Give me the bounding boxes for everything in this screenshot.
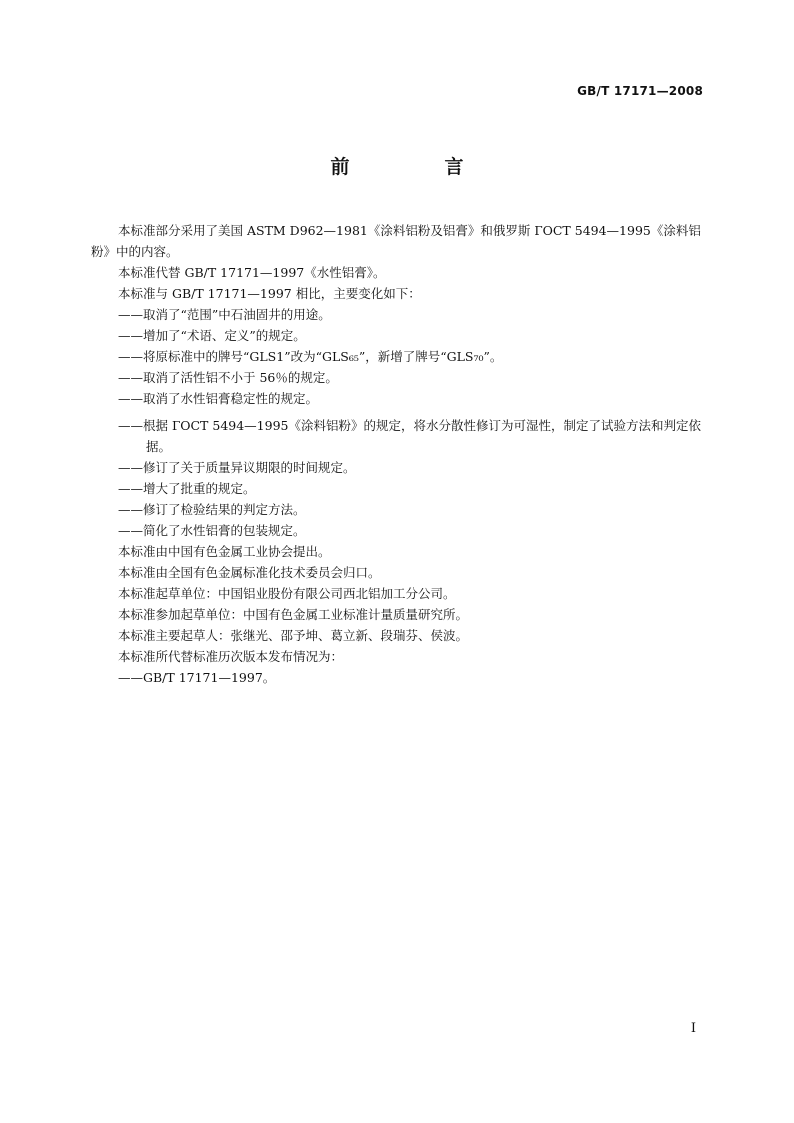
paragraph: 本标准主要起草人：张继光、邵予坤、葛立新、段瑞芬、侯波。 <box>118 628 469 643</box>
paragraph: 本标准起草单位：中国铝业股份有限公司西北铝加工分公司。 <box>118 586 456 601</box>
paragraph: 本标准代替 GB/T 17171—1997《水性铝膏》。 <box>118 265 386 280</box>
change-item: ——取消了水性铝膏稳定性的规定。 <box>118 391 319 406</box>
page-number: I <box>690 1021 696 1036</box>
paragraph: 本标准由中国有色金属工业协会提出。 <box>118 544 331 559</box>
change-item: ——修订了检验结果的判定方法。 <box>118 502 306 517</box>
paragraph: 本标准与 GB/T 17171—1997 相比，主要变化如下： <box>118 286 421 301</box>
paragraph: 本标准所代替标准历次版本发布情况为： <box>118 649 344 664</box>
change-item: ——取消了“范围”中石油固井的用途。 <box>118 307 331 322</box>
standard-code: GB/T 17171—2008 <box>577 84 703 98</box>
change-item: ——修订了关于质量异议期限的时间规定。 <box>118 460 356 475</box>
page-title: 前 言 <box>330 156 502 178</box>
history-item: ——GB/T 17171—1997。 <box>118 670 276 685</box>
change-item: ——根据 ГОСТ 5494—1995《涂料铝粉》的规定，将水分散性修订为可湿性，制定了试验方法和判定依据。 <box>118 418 701 454</box>
change-item: ——增加了“术语、定义”的规定。 <box>118 328 306 343</box>
change-item: ——简化了水性铝膏的包装规定。 <box>118 523 306 538</box>
paragraph: 本标准参加起草单位：中国有色金属工业标准计量质量研究所。 <box>118 607 469 622</box>
paragraph: 本标准部分采用了美国 ASTM D962—1981《涂料铝粉及铝膏》和俄罗斯 ГОСТ 5494—1995《涂料铝粉》中的内容。 <box>91 223 701 259</box>
change-item: ——将原标准中的牌号“GLS1”改为“GLS₆₅”，新增了牌号“GLS₇₀”。 <box>118 349 503 364</box>
paragraph: 本标准由全国有色金属标准化技术委员会归口。 <box>118 565 381 580</box>
change-item: ——增大了批重的规定。 <box>118 481 256 496</box>
change-item: ——取消了活性铝不小于 56％的规定。 <box>118 370 338 385</box>
document-body <box>91 220 705 688</box>
